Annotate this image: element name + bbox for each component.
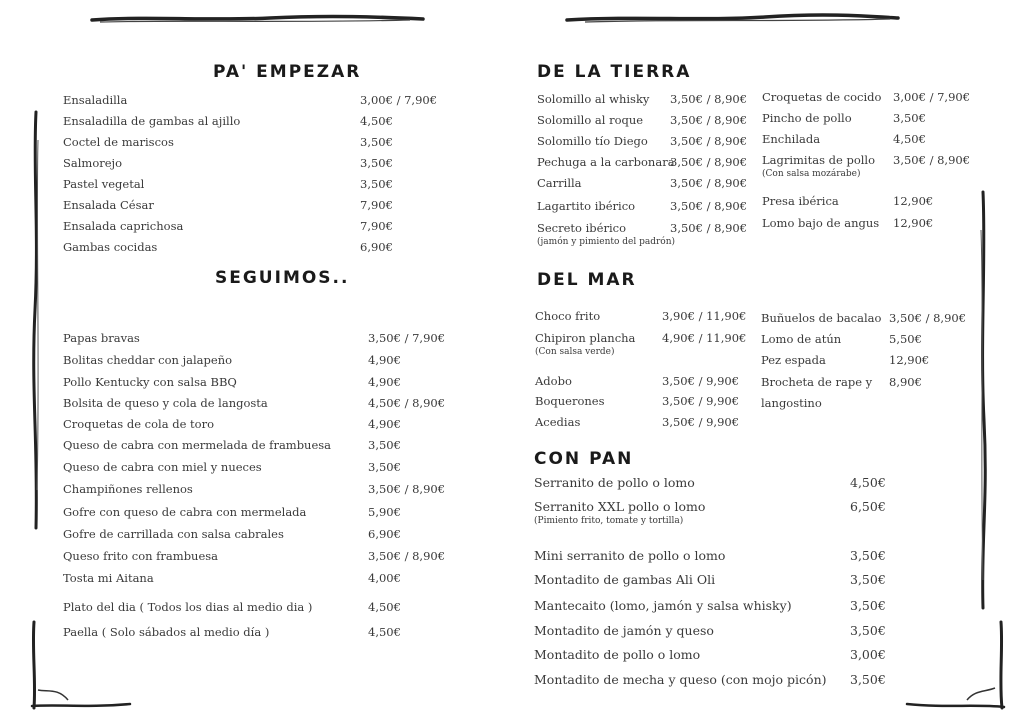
menu-item-price: 3,50€ (850, 548, 886, 563)
menu-item-name: Croquetas de cola de toro (63, 417, 214, 431)
menu-item-price: 3,50€ / 9,90€ (662, 415, 740, 429)
menu-item-price: 3,50€ / 9,90€ (662, 374, 740, 388)
menu-item-name: Lagrimitas de pollo (762, 153, 876, 167)
menu-item-name: Choco frito (535, 309, 601, 323)
menu-item-name: Pastel vegetal (63, 177, 145, 191)
menu-item-price: 3,00€ / 7,90€ (360, 93, 438, 107)
menu-item-price: 4,90€ / 11,90€ (662, 331, 747, 345)
menu-item-price: 3,50€ / 8,90€ (893, 153, 971, 167)
menu-item-name: Lagartito ibérico (537, 199, 636, 213)
menu-item-note: (Con salsa mozárabe) (762, 169, 861, 179)
menu-item-price: 4,50€ / 8,90€ (368, 396, 446, 410)
menu-item-price: 6,90€ (360, 240, 393, 254)
menu-item-price: 3,50€ (360, 177, 393, 191)
menu-item-name: Montadito de jamón y queso (534, 623, 714, 638)
menu-item-price: 3,50€ / 8,90€ (670, 221, 748, 235)
menu-item-price: 3,50€ / 8,90€ (670, 113, 748, 127)
brush-stroke-top-left (90, 12, 425, 26)
menu-item-name: Queso de cabra con miel y nueces (63, 460, 262, 474)
menu-item-price: 4,50€ (360, 114, 393, 128)
menu-item-price: 3,50€ / 8,90€ (670, 199, 748, 213)
menu-item-name: Secreto ibérico (537, 221, 627, 235)
menu-item-name: Solomillo al whisky (537, 92, 650, 106)
menu-item-price: 8,90€ (889, 375, 922, 389)
menu-item-name: Presa ibérica (762, 194, 839, 208)
menu-item-name: Lomo bajo de angus (762, 216, 880, 230)
menu-item-name: Brocheta de rape y (761, 375, 873, 389)
menu-item-name: Pez espada (761, 353, 826, 367)
menu-item-name: Croquetas de cocido (762, 90, 882, 104)
menu-item-name: Ensaladilla de gambas al ajillo (63, 114, 241, 128)
menu-item-price: 3,50€ (360, 135, 393, 149)
menu-item-name: Paella ( Solo sábados al medio día ) (63, 625, 270, 639)
menu-item-name: Gofre con queso de cabra con mermelada (63, 505, 307, 519)
menu-item-name: Plato del dia ( Todos los dias al medio dia ) (63, 600, 313, 614)
menu-item-price: 3,50€ / 8,90€ (368, 482, 446, 496)
menu-item-price: 12,90€ (893, 216, 934, 230)
menu-item-price: 3,50€ / 8,90€ (889, 311, 967, 325)
menu-item-price: 4,90€ (368, 353, 401, 367)
menu-item-name: Tosta mi Aitana (63, 571, 154, 585)
menu-item-price: 3,00€ (850, 647, 886, 662)
menu-item-price: 4,90€ (368, 417, 401, 431)
menu-item-price: 6,90€ (368, 527, 401, 541)
menu-item-name: Pechuga a la carbonara (537, 155, 675, 169)
menu-item-name: Papas bravas (63, 331, 140, 345)
menu-item-price: 3,50€ / 8,90€ (670, 92, 748, 106)
menu-item-price: 3,50€ (850, 672, 886, 687)
menu-item-name: Solomillo tío Diego (537, 134, 648, 148)
menu-item-price: 3,50€ / 8,90€ (368, 549, 446, 563)
menu-item-price: 4,50€ (893, 132, 926, 146)
brush-stroke-right-edge (975, 190, 991, 610)
section-title: DEL MAR (537, 270, 637, 290)
menu-item-price: 3,50€ (850, 572, 886, 587)
menu-item-price: 3,50€ (893, 111, 926, 125)
menu-item-name: Carrilla (537, 176, 582, 190)
menu-item-name: Ensalada caprichosa (63, 219, 184, 233)
menu-item-name: Lomo de atún (761, 332, 842, 346)
menu-item-name: Boquerones (535, 394, 605, 408)
menu-item-name: Salmorejo (63, 156, 123, 170)
menu-item-price: 4,00€ (368, 571, 401, 585)
menu-item-note: (Pimiento frito, tomate y tortilla) (534, 516, 684, 526)
menu-item-name: Adobo (535, 374, 572, 388)
section-title: CON PAN (534, 449, 634, 469)
menu-item-name: Acedias (535, 415, 581, 429)
menu-item-name: Pincho de pollo (762, 111, 852, 125)
menu-item-price: 3,50€ (360, 156, 393, 170)
menu-item-price: 4,50€ (368, 600, 401, 614)
menu-item-name: Gofre de carrillada con salsa cabrales (63, 527, 284, 541)
menu-item-price: 3,50€ (850, 598, 886, 613)
menu-item-price: 4,50€ (368, 625, 401, 639)
menu-item-price: 4,90€ (368, 375, 401, 389)
menu-item-note: (Con salsa verde) (535, 347, 615, 357)
menu-item-price: 12,90€ (889, 353, 930, 367)
menu-item-name: Chipiron plancha (535, 331, 636, 345)
menu-item-name: Gambas cocidas (63, 240, 158, 254)
menu-item-name: Pollo Kentucky con salsa BBQ (63, 375, 237, 389)
menu-item-price: 12,90€ (893, 194, 934, 208)
brush-corner-bottom-right (905, 620, 1010, 715)
menu-item-price: 3,50€ / 8,90€ (670, 155, 748, 169)
brush-stroke-top-right (565, 10, 900, 26)
menu-item-note: (jamón y pimiento del padrón) (537, 237, 676, 247)
section-title: SEGUIMOS.. (215, 268, 350, 288)
menu-item-name: Serranito de pollo o lomo (534, 475, 695, 490)
menu-item-price: 3,90€ / 11,90€ (662, 309, 747, 323)
menu-item-price: 7,90€ (360, 198, 393, 212)
menu-item-price: 3,50€ (850, 623, 886, 638)
menu-item-price: 3,50€ (368, 460, 401, 474)
menu-item-name: Ensaladilla (63, 93, 128, 107)
menu-item-name: Montadito de gambas Ali Oli (534, 572, 716, 587)
menu-item-name: Coctel de mariscos (63, 135, 174, 149)
menu-item-name: Queso frito con frambuesa (63, 549, 219, 563)
section-title: PA' EMPEZAR (213, 62, 362, 82)
menu-item-name: Ensalada César (63, 198, 154, 212)
menu-item-name: Bolsita de queso y cola de langosta (63, 396, 268, 410)
brush-stroke-left-edge (28, 110, 44, 530)
menu-item-price: 6,50€ (850, 499, 886, 514)
menu-item-price: 3,50€ / 8,90€ (670, 176, 748, 190)
menu-item-price: 5,90€ (368, 505, 401, 519)
menu-item-name: langostino (761, 396, 822, 410)
section-title: DE LA TIERRA (537, 62, 692, 82)
menu-item-name: Enchilada (762, 132, 821, 146)
menu-item-name: Mantecaito (lomo, jamón y salsa whisky) (534, 598, 792, 613)
menu-item-name: Bolitas cheddar con jalapeño (63, 353, 233, 367)
menu-item-price: 7,90€ (360, 219, 393, 233)
menu-item-price: 3,50€ (368, 438, 401, 452)
menu-item-name: Queso de cabra con mermelada de frambuesa (63, 438, 332, 452)
menu-item-name: Serranito XXL pollo o lomo (534, 499, 706, 514)
menu-item-price: 4,50€ (850, 475, 886, 490)
menu-item-name: Solomillo al roque (537, 113, 644, 127)
menu-item-name: Champiñones rellenos (63, 482, 193, 496)
menu-item-price: 3,50€ / 9,90€ (662, 394, 740, 408)
menu-item-price: 3,50€ / 7,90€ (368, 331, 446, 345)
menu-item-price: 3,50€ / 8,90€ (670, 134, 748, 148)
menu-item-name: Mini serranito de pollo o lomo (534, 548, 726, 563)
menu-item-name: Buñuelos de bacalao (761, 311, 882, 325)
menu-item-price: 5,50€ (889, 332, 922, 346)
menu-item-name: Montadito de pollo o lomo (534, 647, 701, 662)
menu-item-name: Montadito de mecha y queso (con mojo picón) (534, 672, 827, 687)
menu-item-price: 3,00€ / 7,90€ (893, 90, 971, 104)
